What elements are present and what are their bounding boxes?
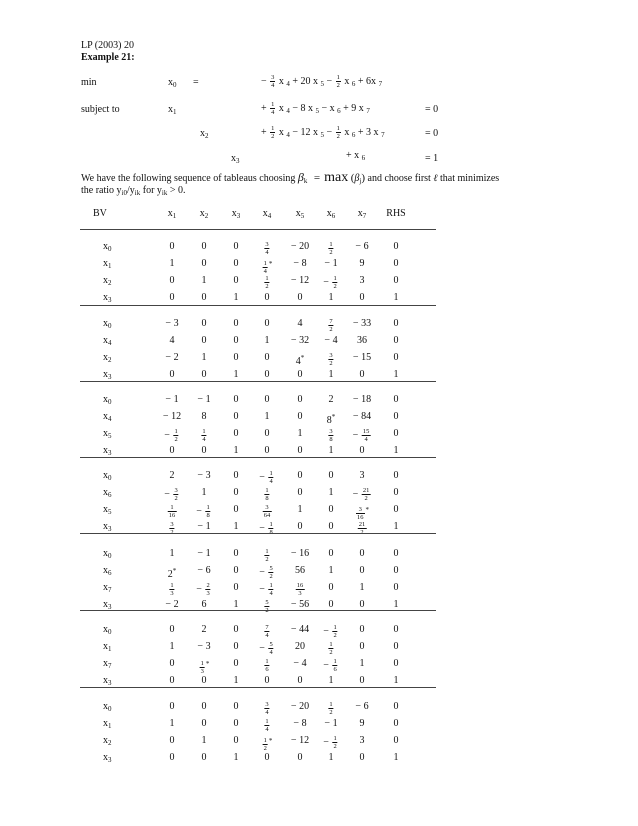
constraint-basis-var: $x_3$ [231,153,240,165]
tableau-cell: 1 [328,565,334,576]
basis-variable: $x_0$ [103,394,112,406]
tableau-cell: 1 [169,641,175,652]
tableau-cell: 1 [233,445,239,456]
tableau-separator [80,229,436,230]
tableau-cell: 0 [264,318,270,329]
tableau-cell: 2* [167,567,177,580]
tableau-cell: 0 [233,241,239,252]
tableau-cell: 0 [201,752,207,763]
tableau-cell: − 1 [197,521,211,532]
tableau-cell: − $\frac{21}{2}$ [352,487,370,502]
tableau-cell: 0 [201,258,207,269]
tableau-cell: 36 [357,335,367,346]
tableau-cell: 1 [169,258,175,269]
tableau-cell: 0 [328,599,334,610]
tableau-cell: − 8 [293,718,307,729]
constraint-rhs: = 0 [425,128,439,139]
basis-variable: $x_0$ [103,241,112,253]
tableau-cell: $\frac{1}{8}$ [265,487,269,502]
tableau-cell: 0 [328,548,334,559]
basis-variable: $x_3$ [103,445,112,457]
tableau-cell: 0 [297,675,303,686]
tableau-cell: 0 [233,582,239,593]
tableau-cell: 2 [201,624,207,635]
tableau-cell: $\frac{1}{16}$ [168,504,176,519]
tableau-cell: 0 [169,735,175,746]
tableau-cell: 56 [295,565,305,576]
tableau-cell: 0 [201,318,207,329]
tableau-cell: 0 [169,624,175,635]
column-header-x1: $x_1$ [167,208,177,220]
tableau-cell: 0 [233,565,239,576]
tableau-cell: − 1 [197,548,211,559]
tableau-cell: − 20 [290,701,310,712]
tableau-cell: 0 [297,470,303,481]
tableau-cell: $\frac{1}{2}$ [265,275,269,290]
tableau-cell: − $\frac{1}{8}$ [196,504,210,519]
tableau-cell: 0 [169,445,175,456]
tableau-cell: 0 [233,735,239,746]
tableau-separator [80,533,436,534]
tableau-cell: 0 [359,565,365,576]
tableau-cell: 0 [359,599,365,610]
tableau-cell: 0 [169,241,175,252]
tableau-cell: 1 [393,599,399,610]
basis-variable: $x_2$ [103,735,112,747]
tableau-cell: 0 [393,735,399,746]
tableau-cell: 0 [233,718,239,729]
tableau-cell: − $\frac{1}{6}$ [323,658,337,673]
tableau-cell: 3 [359,735,365,746]
tableau-cell: 0 [169,292,175,303]
tableau-cell: − $\frac{1}{2}$ [164,428,178,443]
tableau-cell: 0 [169,752,175,763]
tableau-cell: 0 [328,521,334,532]
tableau-cell: − 18 [352,394,372,405]
tableau-cell: $\frac{7}{4}$ [265,624,269,639]
tableau-cell: 9 [359,718,365,729]
tableau-cell: 1 [233,675,239,686]
tableau-cell: − $\frac{5}{4}$ [259,641,273,656]
tableau-cell: $\frac{1}{4}$ [202,428,206,443]
basis-variable: $x_5$ [103,504,112,516]
tableau-cell: 1 [201,275,207,286]
tableau-cell: 0 [233,394,239,405]
tableau-cell: 1 [233,521,239,532]
tableau-cell: 0 [233,318,239,329]
tableau-cell: 0 [233,504,239,515]
tableau-cell: 0 [393,548,399,559]
constraint-rhs: = 1 [425,153,439,164]
constraint-rhs: = 0 [425,104,439,115]
tableau-cell: $\frac{16}{3}$ [296,582,304,597]
tableau-cell: 1 [393,521,399,532]
tableau-cell: 0 [393,428,399,439]
tableau-separator [80,457,436,458]
constraint-expression: + $\frac{1}{2}$ x $_4$ − 12 x $_5$ − $\frac{1}{2}$ x $_6$ + 3 x $_7$ [261,125,385,140]
tableau-cell: 0 [393,658,399,669]
tableau-cell: 0 [233,428,239,439]
tableau-cell: $\frac{1}{4}$ * [263,260,273,276]
tableau-cell: 8* [326,413,336,426]
tableau-cell: 0 [393,335,399,346]
tableau-cell: 0 [201,675,207,686]
tableau-cell: 1 [264,335,270,346]
basis-variable: $x_0$ [103,470,112,482]
basis-variable: $x_4$ [103,335,112,347]
constraint-basis-var: $x_0$ [168,77,177,89]
tableau-cell: 1 [297,504,303,515]
column-header-x6: $x_6$ [326,208,336,220]
tableau-cell: 0 [264,752,270,763]
basis-variable: $x_5$ [103,428,112,440]
tableau-cell: − 4 [293,658,307,669]
tableau-cell: 0 [264,369,270,380]
tableau-cell: − 1 [324,718,338,729]
column-header-x7: $x_7$ [357,208,367,220]
basis-variable: $x_0$ [103,701,112,713]
tableau-cell: 0 [233,487,239,498]
tableau-cell: 0 [264,428,270,439]
tableau-cell: 0 [201,369,207,380]
basis-variable: $x_7$ [103,582,112,594]
tableau-cell: − 2 [165,599,179,610]
tableau-cell: − 32 [290,335,310,346]
tableau-cell: 0 [201,241,207,252]
basis-variable: $x_1$ [103,641,112,653]
tableau-cell: $\frac{3}{16}$ * [357,506,369,522]
tableau-cell: 0 [169,701,175,712]
tableau-cell: 0 [297,411,303,422]
column-header-x3: $x_3$ [231,208,241,220]
constraint-expression: + x $_6$ [346,150,366,162]
objective-equals: = [193,77,199,88]
tableau-cell: 1 [393,369,399,380]
tableau-cell: 0 [359,641,365,652]
tableau-cell: 0 [233,624,239,635]
tableau-cell: 0 [201,445,207,456]
tableau-cell: 1 [393,292,399,303]
tableau-cell: 0 [393,504,399,515]
tableau-cell: − 12 [290,275,310,286]
tableau-cell: 0 [359,752,365,763]
tableau-cell: − 3 [197,470,211,481]
tableau-cell: 0 [233,658,239,669]
basis-variable: $x_4$ [103,411,112,423]
tableau-cell: 0 [264,675,270,686]
basis-variable: $x_3$ [103,369,112,381]
basis-variable: $x_0$ [103,548,112,560]
tableau-cell: 0 [233,411,239,422]
column-header-x4: $x_4$ [262,208,272,220]
tableau-cell: $\frac{1}{3}$ [170,582,174,597]
tableau-cell: 20 [295,641,305,652]
min-label: min [81,77,97,88]
tableau-cell: 1 [328,675,334,686]
tableau-cell: $\frac{3}{64}$ [263,504,271,519]
tableau-cell: 0 [359,548,365,559]
basis-variable: $x_3$ [103,292,112,304]
tableau-cell: 0 [328,504,334,515]
tableau-cell: 0 [393,352,399,363]
column-header-x2: $x_2$ [199,208,209,220]
tableau-cell: 0 [201,718,207,729]
tableau-cell: − 1 [324,258,338,269]
tableau-cell: − 1 [165,394,179,405]
tableau-cell: 0 [297,752,303,763]
tableau-cell: 6 [201,599,207,610]
tableau-cell: − $\frac{1}{2}$ [323,275,337,290]
tableau-cell: − $\frac{1}{4}$ [259,582,273,597]
tableau-cell: $\frac{3}{2}$ [170,521,174,536]
tableau-cell: $\frac{1}{2}$ [329,241,333,256]
tableau-cell: 1 [393,445,399,456]
tableau-cell: 8 [201,411,207,422]
tableau-cell: 0 [393,275,399,286]
intro-line-2: the ratio $y_{i0}/y_{ik}$ for $y_{ik} > 0$. [81,185,186,197]
tableau-cell: − 1 [197,394,211,405]
tableau-cell: − 4 [324,335,338,346]
tableau-cell: 0 [359,292,365,303]
tableau-cell: 1 [201,735,207,746]
tableau-cell: − 16 [290,548,310,559]
tableau-cell: 0 [233,258,239,269]
tableau-cell: 0 [328,470,334,481]
constraint-expression: + $\frac{1}{4}$ x $_4$ − 8 x $_5$ − x $_6$ + 9 x $_7$ [261,101,370,116]
tableau-cell: 1 [169,548,175,559]
tableau-cell: $\frac{1}{2}$ * [263,737,273,753]
basis-variable: $x_2$ [103,352,112,364]
tableau-cell: 0 [393,565,399,576]
tableau-cell: 0 [297,445,303,456]
tableau-separator [80,610,436,611]
basis-variable: $x_6$ [103,565,112,577]
tableau-cell: 1 [393,675,399,686]
tableau-cell: 1 [359,658,365,669]
column-header-rhs: RHS [386,208,406,219]
tableau-cell: 4* [295,354,305,367]
tableau-cell: − 2 [165,352,179,363]
tableau-cell: 3 [359,275,365,286]
tableau-cell: 0 [233,275,239,286]
tableau-cell: $\frac{3}{4}$ [265,241,269,256]
tableau-cell: 0 [297,394,303,405]
tableau-cell: 0 [393,582,399,593]
tableau-cell: $\frac{5}{2}$ [265,599,269,614]
tableau-cell: 0 [393,241,399,252]
tableau-cell: − 3 [165,318,179,329]
subject-to-label: subject to [81,104,120,115]
tableau-cell: 0 [359,369,365,380]
tableau-cell: 9 [359,258,365,269]
basis-variable: $x_1$ [103,258,112,270]
tableau-cell: − 3 [197,641,211,652]
tableau-cell: 0 [393,641,399,652]
tableau-cell: − $\frac{2}{3}$ [196,582,210,597]
tableau-separator [80,381,436,382]
tableau-cell: $\frac{1}{3}$ * [200,660,210,676]
tableau-cell: $\frac{1}{6}$ [265,658,269,673]
tableau-cell: 1 [201,487,207,498]
tableau-cell: − $\frac{1}{8}$ [259,521,273,536]
tableau-cell: 0 [297,521,303,532]
tableau-cell: 1 [233,369,239,380]
tableau-cell: 1 [393,752,399,763]
example-title: Example 21: [81,52,135,63]
tableau-cell: 0 [393,318,399,329]
tableau-cell: 1 [297,428,303,439]
tableau-cell: 0 [169,275,175,286]
tableau-cell: $\frac{1}{2}$ [265,548,269,563]
tableau-cell: 0 [328,582,334,593]
tableau-cell: $\frac{3}{8}$ [329,428,333,443]
basis-variable: $x_6$ [103,487,112,499]
tableau-cell: 0 [169,369,175,380]
tableau-cell: 0 [233,548,239,559]
tableau-cell: 0 [393,258,399,269]
tableau-cell: 0 [359,675,365,686]
tableau-cell: 3 [359,470,365,481]
tableau-cell: − $\frac{1}{2}$ [323,735,337,750]
constraint-basis-var: $x_2$ [200,128,209,140]
constraint-basis-var: $x_1$ [168,104,177,116]
basis-variable: $x_0$ [103,318,112,330]
tableau-cell: − 33 [352,318,372,329]
tableau-cell: $\frac{1}{4}$ [265,718,269,733]
tableau-cell: − 6 [355,241,369,252]
tableau-cell: 4 [297,318,303,329]
tableau-cell: 1 [264,411,270,422]
tableau-separator [80,305,436,306]
tableau-cell: 1 [233,292,239,303]
objective-expression: − $\frac{3}{4}$ x $_4$ + 20 x $_5$ − $\frac{1}{2}$ x $_6$ + 6x $_7$ [261,74,383,89]
tableau-cell: − 56 [290,599,310,610]
tableau-cell: 1 [328,369,334,380]
tableau-cell: 0 [393,487,399,498]
tableau-cell: 1 [328,487,334,498]
tableau-cell: $\frac{1}{2}$ [329,701,333,716]
tableau-cell: 4 [169,335,175,346]
tableau-cell: 1 [201,352,207,363]
tableau-cell: − 12 [162,411,182,422]
tableau-cell: − 20 [290,241,310,252]
tableau-cell: $\frac{1}{2}$ [329,641,333,656]
tableau-cell: 0 [393,624,399,635]
tableau-cell: − $\frac{1}{4}$ [259,470,273,485]
tableau-cell: 0 [169,675,175,686]
tableau-cell: 0 [201,292,207,303]
tableau-cell: 0 [233,641,239,652]
tableau-cell: − 44 [290,624,310,635]
tableau-cell: 0 [233,352,239,363]
tableau-cell: 1 [328,752,334,763]
column-header-x5: $x_5$ [295,208,305,220]
tableau-cell: 2 [328,394,334,405]
tableau-cell: 0 [264,292,270,303]
tableau-cell: − 6 [197,565,211,576]
basis-variable: $x_3$ [103,521,112,533]
intro-line-1: We have the following sequence of tableaus choosing $\beta_k = \max (\beta_j)$ and choose first ℓ that minimizes [81,170,500,185]
tableau-cell: $\frac{21}{2}$ [358,521,366,536]
tableau-cell: 1 [359,582,365,593]
tableau-cell: 0 [297,369,303,380]
tableau-cell: − 8 [293,258,307,269]
basis-variable: $x_7$ [103,658,112,670]
tableau-cell: 0 [297,487,303,498]
tableau-cell: 0 [201,701,207,712]
tableau-cell: 0 [359,624,365,635]
tableau-cell: − 15 [352,352,372,363]
tableau-cell: 0 [233,701,239,712]
tableau-cell: − $\frac{3}{2}$ [164,487,178,502]
tableau-separator [80,687,436,688]
tableau-cell: 0 [264,445,270,456]
tableau-cell: − 12 [290,735,310,746]
tableau-cell: 0 [297,292,303,303]
tableau-cell: 1 [233,599,239,610]
basis-variable: $x_3$ [103,675,112,687]
tableau-cell: 0 [393,470,399,481]
tableau-cell: 1 [233,752,239,763]
tableau-cell: − $\frac{1}{2}$ [323,624,337,639]
tableau-cell: 0 [233,335,239,346]
tableau-cell: 2 [169,470,175,481]
tableau-cell: − 6 [355,701,369,712]
tableau-cell: 0 [169,658,175,669]
basis-variable: $x_0$ [103,624,112,636]
tableau-cell: 1 [169,718,175,729]
tableau-cell: − $\frac{5}{2}$ [259,565,273,580]
tableau-cell: 0 [393,701,399,712]
tableau-cell: 0 [264,352,270,363]
basis-variable: $x_2$ [103,275,112,287]
tableau-cell: − 84 [352,411,372,422]
tableau-cell: $\frac{3}{4}$ [265,701,269,716]
tableau-cell: − $\frac{15}{4}$ [352,428,370,443]
tableau-cell: $\frac{7}{2}$ [329,318,333,333]
basis-variable: $x_1$ [103,718,112,730]
tableau-cell: 0 [201,335,207,346]
tableau-cell: 0 [264,394,270,405]
tableau-cell: 1 [328,292,334,303]
basis-variable: $x_3$ [103,599,112,611]
tableau-cell: 0 [359,445,365,456]
tableau-cell: 1 [328,445,334,456]
column-header-bv: BV [93,208,107,219]
tableau-cell: 0 [393,718,399,729]
tableau-cell: 0 [233,470,239,481]
running-head: LP (2003) 20 [81,40,134,51]
tableau-cell: 0 [393,411,399,422]
tableau-cell: 0 [393,394,399,405]
basis-variable: $x_3$ [103,752,112,764]
tableau-cell: $\frac{3}{2}$ [329,352,333,367]
